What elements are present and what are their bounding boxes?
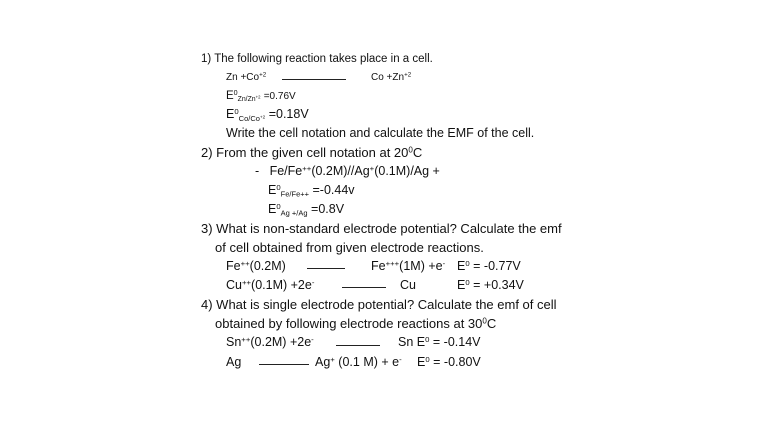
q4-title-line1: 4) What is single electrode potential? Calculate the emf of cell xyxy=(201,297,557,312)
reaction-arrow xyxy=(282,79,346,80)
q4-title-line2: obtained by following electrode reactions at $30^0C$ xyxy=(215,316,497,331)
q1-products: $Co +Zn^{+2}$ xyxy=(371,71,412,83)
q3-r1-left: Fe++(0.2M) xyxy=(226,258,286,273)
q4-r2-right: Ag+ (0.1 M) + e- xyxy=(315,354,402,369)
q3-r1-right: Fe+++(1M) +e- xyxy=(371,258,446,273)
q3-r1-e0: $E^0 = -0.77V$ xyxy=(457,258,521,273)
q3-title-line1: 3) What is non-standard electrode potential? Calculate the emf xyxy=(201,221,562,236)
q4-r1-left: Sn++(0.2M) +2e- xyxy=(226,334,314,349)
q3-r2-left: Cu++(0.1M) +2e- xyxy=(226,277,315,292)
q4-r2-e0: $E^0 = -0.80V$ xyxy=(417,354,481,369)
reaction-arrow xyxy=(259,364,309,365)
q3-r2-e0: $E^0 = +0.34V$ xyxy=(457,277,524,292)
q4-r2-left: Ag xyxy=(226,355,242,369)
q2-e0-ag: $E^0_{Ag +/Ag} =0.8V$ xyxy=(268,201,345,218)
reaction-arrow xyxy=(336,345,380,346)
q1-reactants: $Zn +Co^{+2}$ xyxy=(226,71,267,83)
q1-e0-zn: $E^0_{Zn/Zn^{+2}} =0.76V$ xyxy=(226,89,296,104)
q3-r2-right: Cu xyxy=(400,278,416,292)
q1-title: 1) The following reaction takes place in a cell. xyxy=(201,53,433,65)
q3-title-line2: of cell obtained from given electrode reactions. xyxy=(215,240,484,255)
q4-r1-right: Sn $E^0 = -0.14V$ xyxy=(398,334,481,349)
reaction-arrow xyxy=(342,287,386,288)
q2-title: 2) From the given cell notation at $20^0C$ xyxy=(201,145,423,160)
q2-e0-fe: $E^0_{Fe/Fe++} =-0.44v$ xyxy=(268,182,355,199)
q1-e0-co: $E^0_{Co/Co^{+2}} =0.18V$ xyxy=(226,106,309,123)
q2-cell-notation: - Fe/Fe++(0.2M)//Ag+(0.1M)/Ag + xyxy=(255,163,440,178)
reaction-arrow xyxy=(307,268,345,269)
q1-instruction: Write the cell notation and calculate the EMF of the cell. xyxy=(226,126,535,140)
